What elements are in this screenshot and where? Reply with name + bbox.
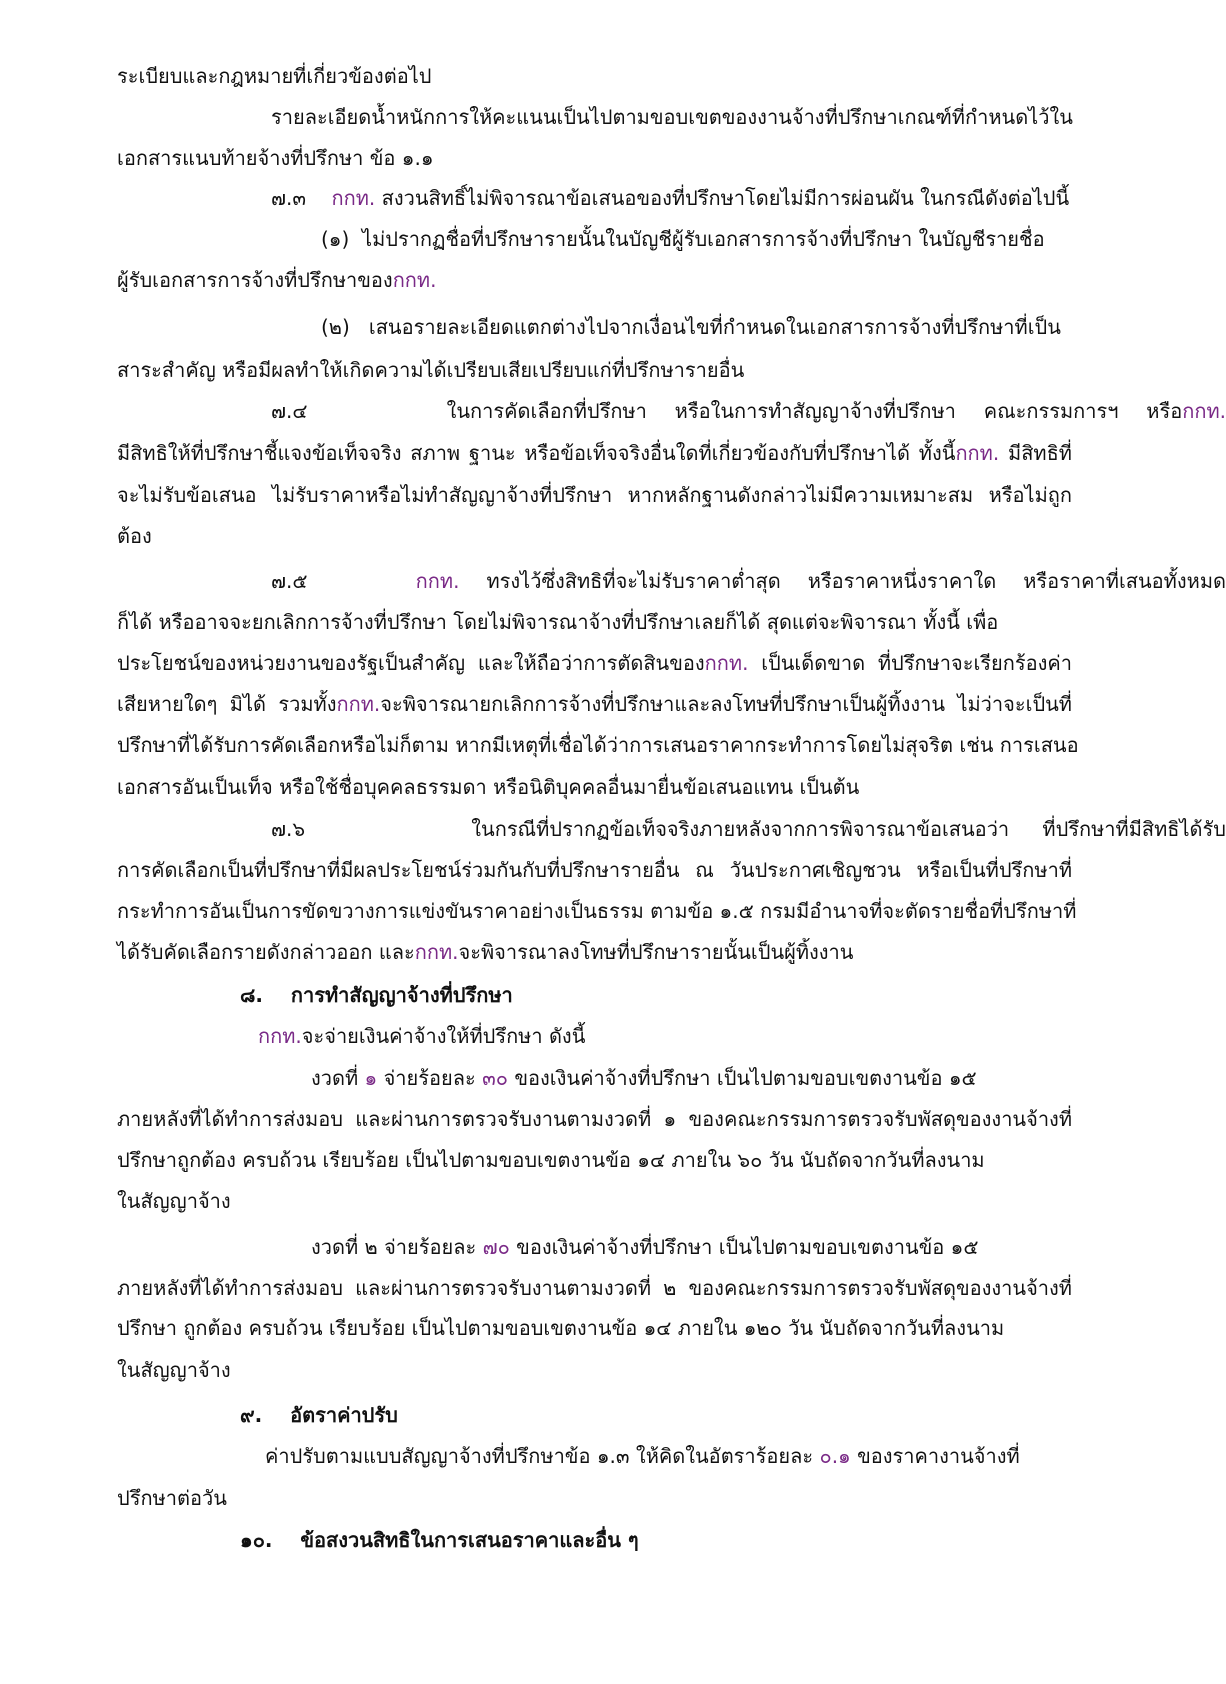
text-segment: จ่ายร้อยละ <box>377 1066 483 1090</box>
text-segment: ในสัญญาจ้าง <box>117 1189 231 1213</box>
text-segment: ปรึกษา ถูกต้อง ครบถ้วน เรียบร้อย เป็นไปตามขอบเขตงานข้อ ๑๔ ภายใน ๑๒๐ วัน นับถัดจากวันที่ลงนาม <box>117 1316 1005 1340</box>
text-segment: ปรึกษาถูกต้อง ครบถ้วน เรียบร้อย เป็นไปตามขอบเขตงานข้อ ๑๔ ภายใน ๖๐ วัน นับถัดจากวันที่ลงนาม <box>117 1148 985 1172</box>
text-segment: เป็นเด็ดขาด ที่ปรึกษาจะเรียกร้องค่า <box>748 651 1073 675</box>
text-segment: มีสิทธิที่ <box>999 441 1072 465</box>
text-segment: ปรึกษาที่ได้รับการคัดเลือกหรือไม่ก็ตาม หากมีเหตุที่เชื่อได้ว่าการเสนอราคากระทำการโดยไม่สุจริต เช่น การเสนอ <box>117 733 1079 757</box>
text-segment: จะจ่ายเงินค่าจ้างให้ที่ปรึกษา ดังนี้ <box>301 1024 586 1048</box>
text-segment: มีสิทธิให้ที่ปรึกษาชี้แจงข้อเท็จจริง สภาพ ฐานะ หรือข้อเท็จจริงอื่นใดที่เกี่ยวข้องกับที่ปรึกษาได้ ทั้งนี้ <box>117 441 956 465</box>
text-segment: ๗.๕ <box>271 569 416 593</box>
text-line <box>117 938 853 966</box>
text-line <box>271 567 1226 595</box>
text-line <box>271 815 1226 843</box>
text-line <box>240 1526 639 1554</box>
text-line <box>311 1233 979 1261</box>
section-heading-text: ๑๐. ข้อสงวนสิทธิในการเสนอราคาและอื่น ๆ <box>240 1528 639 1552</box>
text-segment: ผู้รับเอกสารการจ้างที่ปรึกษาของ <box>117 268 393 292</box>
highlighted-term: ๑ <box>364 1066 378 1090</box>
text-segment: ได้รับคัดเลือกรายดังกล่าวออก และ <box>117 940 415 964</box>
text-line <box>117 608 998 636</box>
text-segment: เอกสารแนบท้ายจ้างที่ปรึกษา ข้อ ๑.๑ <box>117 146 434 170</box>
text-segment: ๗.๔ ในการคัดเลือกที่ปรึกษา หรือในการทำสัญญาจ้างที่ปรึกษา คณะกรรมการฯ หรือ <box>271 399 1183 423</box>
text-line <box>240 981 513 1009</box>
highlighted-term: กกท. <box>415 569 460 593</box>
text-segment: ก็ได้ หรืออาจจะยกเลิกการจ้างที่ปรึกษา โดยไม่พิจารณาจ้างที่ปรึกษาเลยก็ได้ สุดแต่จะพิจารณา ทั้งนี้ เพื่อ <box>117 610 999 634</box>
highlighted-term: ๐.๑ <box>819 1444 851 1468</box>
text-segment: ของเงินค่าจ้างที่ปรึกษา เป็นไปตามขอบเขตงานข้อ ๑๕ <box>509 1235 979 1259</box>
highlighted-term: กกท. <box>331 186 376 210</box>
text-segment: เอกสารอันเป็นเท็จ หรือใช้ชื่อบุคคลธรรมดา หรือนิติบุคคลอื่นมายื่นข้อเสนอแทน เป็นต้น <box>117 775 860 799</box>
text-segment: งวดที่ ๒ จ่ายร้อยละ <box>311 1235 483 1259</box>
text-line <box>117 1146 985 1174</box>
text-segment: ภายหลังที่ได้ทำการส่งมอบ และผ่านการตรวจรับงานตามงวดที่ ๑ ของคณะกรรมการตรวจรับพัสดุของงานจ้างที่ <box>117 1107 1072 1131</box>
text-segment: ในสัญญาจ้าง <box>117 1358 231 1382</box>
text-line <box>117 897 1077 925</box>
text-line <box>117 1187 231 1215</box>
text-line <box>117 690 1072 718</box>
highlighted-term: ๓๐ <box>482 1066 508 1090</box>
section-heading-text: ๘. การทำสัญญาจ้างที่ปรึกษา <box>240 983 513 1007</box>
highlighted-term: กกท. <box>955 441 1000 465</box>
highlighted-term: กกท. <box>258 1024 302 1048</box>
text-segment: ของราคางานจ้างที่ <box>850 1444 1020 1468</box>
text-segment: ระเบียบและกฎหมายที่เกี่ยวข้องต่อไป <box>117 64 432 88</box>
text-line <box>265 1442 1020 1470</box>
text-segment: เสียหายใดๆ มิได้ รวมทั้ง <box>117 692 337 716</box>
text-line <box>117 266 436 294</box>
text-segment: จะพิจารณาลงโทษที่ปรึกษารายนั้นเป็นผู้ทิ้งงาน <box>458 940 854 964</box>
text-segment: ๗.๖ ในกรณีที่ปรากฏข้อเท็จจริงภายหลังจากการพิจารณาข้อเสนอว่า ที่ปรึกษาที่มีสิทธิได้รับ <box>271 817 1226 841</box>
text-line <box>117 856 1072 884</box>
text-line <box>240 1401 398 1429</box>
text-line <box>117 1105 1072 1133</box>
highlighted-term: กกท. <box>1182 399 1226 423</box>
text-line <box>321 225 1045 253</box>
highlighted-term: กกท. <box>414 940 459 964</box>
text-line <box>117 356 744 384</box>
text-segment: ภายหลังที่ได้ทำการส่งมอบ และผ่านการตรวจรับงานตามงวดที่ ๒ ของคณะกรรมการตรวจรับพัสดุของงานจ้างที่ <box>117 1276 1072 1300</box>
text-line <box>117 1484 227 1512</box>
text-line <box>117 731 1079 759</box>
text-line <box>258 1022 585 1050</box>
text-segment: จะพิจารณายกเลิกการจ้างที่ปรึกษาและลงโทษที่ปรึกษาเป็นผู้ทิ้งงาน ไม่ว่าจะเป็นที่ <box>380 692 1072 716</box>
text-line <box>117 481 1072 509</box>
text-line <box>117 62 431 90</box>
highlighted-term: ๗๐ <box>482 1235 510 1259</box>
text-line <box>117 649 1072 677</box>
text-segment: ปรึกษาต่อวัน <box>117 1486 227 1510</box>
text-segment: ประโยชน์ของหน่วยงานของรัฐเป็นสำคัญ และให้ถือว่าการตัดสินของ <box>117 651 705 675</box>
text-segment: ทรงไว้ซึ่งสิทธิที่จะไม่รับราคาต่ำสุด หรือราคาหนึ่งราคาใด หรือราคาที่เสนอทั้งหมด <box>459 569 1226 593</box>
text-line <box>271 397 1226 425</box>
text-line <box>117 1274 1072 1302</box>
text-segment: ของเงินค่าจ้างที่ปรึกษา เป็นไปตามขอบเขตงานข้อ ๑๕ <box>507 1066 977 1090</box>
text-segment: งวดที่ <box>311 1066 365 1090</box>
text-segment: ๗.๓ <box>271 186 332 210</box>
text-line <box>117 439 1072 467</box>
text-line <box>117 144 434 172</box>
text-segment: กระทำการอันเป็นการขัดขวางการแข่งขันราคาอย่างเป็นธรรม ตามข้อ ๑.๕ กรมมีอำนาจที่จะตัดรายชื่อที่ปรึกษาที่ <box>117 899 1077 923</box>
highlighted-term: กกท. <box>704 651 749 675</box>
text-line <box>311 1064 977 1092</box>
text-segment: ค่าปรับตามแบบสัญญาจ้างที่ปรึกษาข้อ ๑.๓ ให้คิดในอัตราร้อยละ <box>265 1444 820 1468</box>
text-line <box>117 522 152 550</box>
highlighted-term: กกท. <box>392 268 437 292</box>
text-line <box>321 313 1061 341</box>
text-segment: (๒) เสนอรายละเอียดแตกต่างไปจากเงื่อนไขที่กำหนดในเอกสารการจ้างที่ปรึกษาที่เป็น <box>321 315 1061 339</box>
text-segment: (๑) ไม่ปรากฏชื่อที่ปรึกษารายนั้นในบัญชีผู้รับเอกสารการจ้างที่ปรึกษา ในบัญชีรายชื่อ <box>321 227 1045 251</box>
highlighted-term: กกท. <box>336 692 381 716</box>
text-line <box>117 1314 1004 1342</box>
text-line <box>117 1356 231 1384</box>
section-heading-text: ๙. อัตราค่าปรับ <box>240 1403 398 1427</box>
text-line <box>271 103 1073 131</box>
text-segment: สาระสำคัญ หรือมีผลทำให้เกิดความได้เปรียบเสียเปรียบแก่ที่ปรึกษารายอื่น <box>117 358 745 382</box>
text-segment: จะไม่รับข้อเสนอ ไม่รับราคาหรือไม่ทำสัญญาจ้างที่ปรึกษา หากหลักฐานดังกล่าวไม่มีความเหมาะสม หรือไม่ถูก <box>117 483 1072 507</box>
text-line <box>117 773 859 801</box>
text-segment: การคัดเลือกเป็นที่ปรึกษาที่มีผลประโยชน์ร่วมกันกับที่ปรึกษารายอื่น ณ วันประกาศเชิญชวน หรือเป็นที่ปรึกษาที่ <box>117 858 1072 882</box>
text-segment: รายละเอียดน้ำหนักการให้คะแนนเป็นไปตามขอบเขตของงานจ้างที่ปรึกษาเกณฑ์ที่กำหนดไว้ใน <box>271 105 1073 129</box>
text-segment: สงวนสิทธิ์ไม่พิจารณาข้อเสนอของที่ปรึกษาโดยไม่มีการผ่อนผัน ในกรณีดังต่อไปนี้ <box>375 186 1070 210</box>
text-line <box>271 184 1069 212</box>
text-segment: ต้อง <box>117 524 152 548</box>
